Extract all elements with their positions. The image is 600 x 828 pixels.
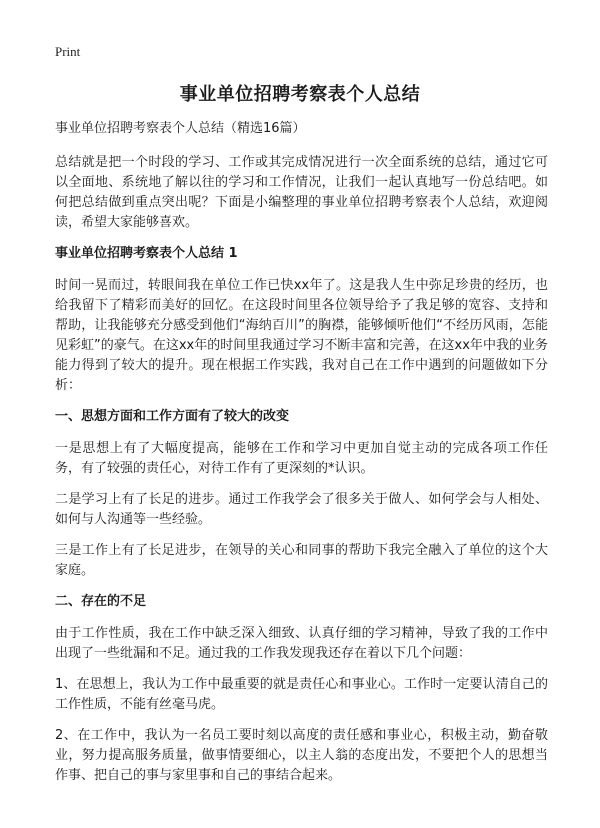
heading-thought-and-work: 一、思想方面和工作方面有了较大的改变 xyxy=(55,409,290,424)
intro-paragraph: 总结就是把一个时段的学习、工作或其完成情况进行一次全面系统的总结，通过它可以全面地、系统地了解以往的学习和工作情况，让我们一起认真地写一份总结吧。如何把总结做到重点突出呢？下面是小编整理的事业单位招聘考察表个人总结，欢迎阅读，希望大家能够喜欢。 xyxy=(55,155,548,230)
paragraph-5: 由于工作性质，我在工作中缺乏深入细致、认真仔细的学习精神，导致了我的工作中出现了一些纰漏和不足。通过我的工作我发现我还存在着以下几个问题： xyxy=(55,626,548,661)
paragraph-4: 三是工作上有了长足进步，在领导的关心和同事的帮助下我完全融入了单位的这个大家庭。 xyxy=(55,543,548,578)
page-title: 事业单位招聘考察表个人总结 xyxy=(179,84,421,105)
heading-shortcomings: 二、存在的不足 xyxy=(55,594,147,609)
print-link[interactable]: Print xyxy=(55,44,81,59)
paragraph-6: 1、在思想上，我认为工作中最重要的就是责任心和事业心。工作时一定要认清自己的工作性质，不能有丝毫马虎。 xyxy=(55,677,548,712)
paragraph-7: 2、在工作中，我认为一名员工要时刻以高度的责任感和事业心，积极主动，勤奋敬业，努力提高服务质量，做事情要细心，以主人翁的态度出发，不要把个人的思想当作事、把自己的事与家里事和自己的事结合起来。 xyxy=(55,728,548,783)
section-title: 事业单位招聘考察表个人总结 1 xyxy=(55,246,238,261)
paragraph-2: 一是思想上有了大幅度提高，能够在工作和学习中更加自觉主动的完成各项工作任务，有了较强的责任心，对待工作有了更深刻的*认识。 xyxy=(55,441,548,476)
paragraph-3: 二是学习上有了长足的进步。通过工作我学会了很多关于做人、如何学会与人相处、如何与人沟通等一些经验。 xyxy=(55,492,548,527)
document-subtitle: 事业单位招聘考察表个人总结（精选16篇） xyxy=(55,121,306,136)
document-body xyxy=(55,119,548,797)
paragraph-1: 时间一晃而过，转眼间我在单位工作已快xx年了。这是我人生中弥足珍贵的经历，也给我留下了精彩而美好的回忆。在这段时间里各位领导给予了我足够的宽容、支持和帮助，让我能够充分感受到他们“海纳百川”的胸襟，能够倾听他们“不经历风雨，怎能见彩虹”的豪气。在这xx年的时间里我通过学习不断丰富和完善，在这xx年中我的业务能力得到了较大的提升。现在根据工作实践，我对自己在工作中遇到的问题做如下分析： xyxy=(55,278,548,393)
